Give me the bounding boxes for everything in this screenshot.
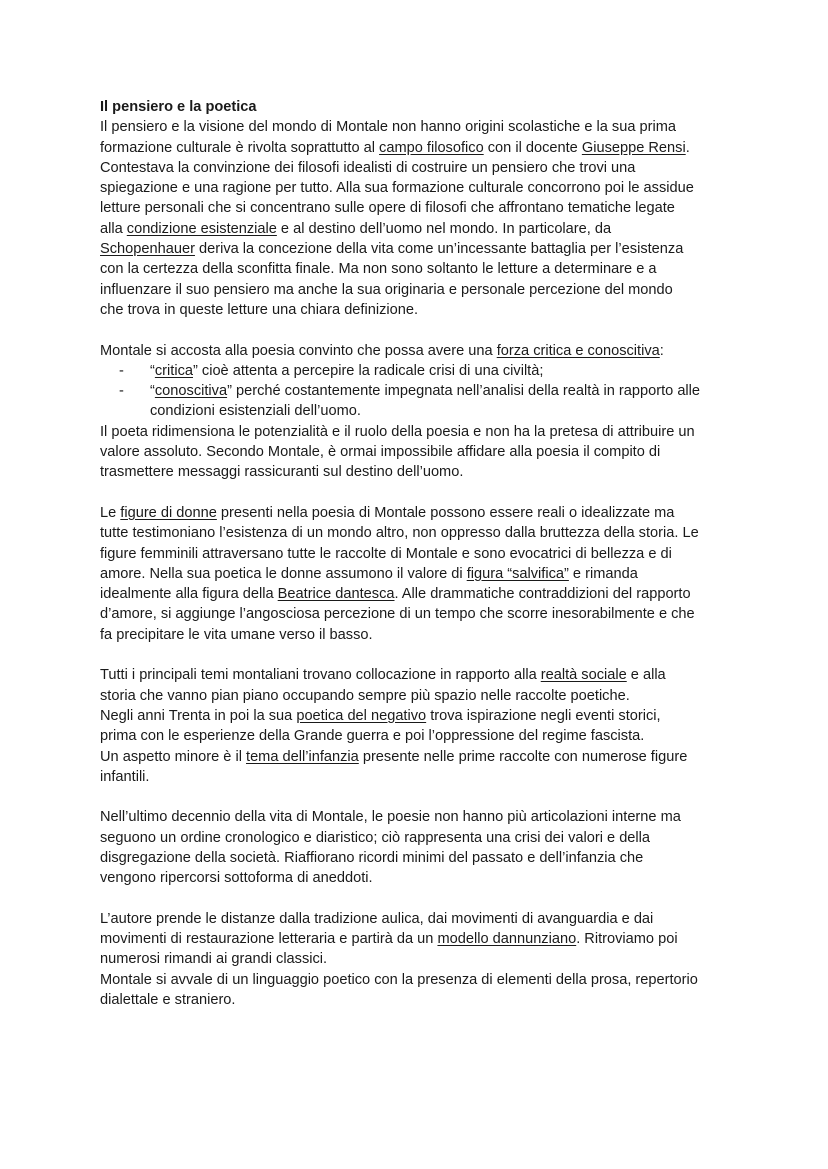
text-line	[100, 158, 768, 178]
text-line	[100, 219, 768, 239]
underlined-term: forza critica e conoscitiva	[496, 342, 660, 359]
text-run: che trova in queste letture una chiara definizione.	[100, 301, 419, 318]
text-run: Montale si avvale di un linguaggio poetico con la presenza di elementi della prosa, repertorio	[100, 971, 698, 988]
text-run: Un aspetto minore è il	[100, 748, 247, 765]
text-run: Tutti i principali temi montaliani trovano collocazione in rapporto alla	[100, 667, 541, 684]
text-run: e al destino dell’uomo nel mondo. In particolare, da	[276, 220, 612, 237]
page-title: Il pensiero e la poetica	[100, 99, 257, 115]
text-line	[100, 807, 768, 827]
text-run: presenti nella poesia di Montale possono essere reali o idealizzate ma	[216, 504, 675, 521]
paragraph-gap	[100, 645, 768, 665]
text-line	[100, 665, 768, 685]
text-line	[100, 117, 768, 137]
text-line	[100, 178, 768, 198]
text-line	[100, 625, 768, 645]
text-run: infantili.	[100, 768, 150, 785]
text-run: ” cioè attenta a percepire la radicale crisi di una civiltà;	[192, 362, 544, 379]
text-run: . Alle drammatiche contraddizioni del rapporto	[394, 586, 691, 603]
text-line	[100, 280, 768, 300]
text-run: L’autore prende le distanze dalla tradizione aulica, dai movimenti di avanguardia e dai	[100, 910, 654, 927]
underlined-term: campo filosofico	[379, 139, 484, 156]
text-run: e alla	[626, 667, 666, 684]
text-line	[100, 929, 768, 949]
text-run: prima con le esperienze della Grande guerra e poi l’oppressione del regime fascista.	[100, 728, 645, 745]
text-run: Contestava la convinzione dei filosofi idealisti di costruire un pensiero che trovi una	[100, 159, 636, 176]
underlined-term: figure di donne	[120, 504, 217, 521]
text-line	[100, 990, 768, 1010]
text-line	[100, 726, 768, 746]
list-item	[100, 361, 768, 381]
text-run: trova ispirazione negli eventi storici,	[426, 707, 661, 724]
underlined-term: critica	[154, 362, 193, 379]
text-run: Le	[100, 504, 121, 521]
list-item	[100, 381, 768, 401]
text-run: influenzare il suo pensiero ma anche la sua originaria e personale percezione del mondo	[100, 281, 673, 298]
text-run: figure femminili attraversano tutte le raccolte di Montale e sono evocatrici di bellezza e di	[100, 545, 672, 562]
text-run: seguono un ordine cronologico e diaristico; ciò rappresenta una crisi dei valori e della	[100, 829, 651, 846]
text-run: con la certezza della sconfitta finale. Ma non sono soltanto le letture a determinare e a	[100, 261, 657, 278]
text-run: vengono ripercorsi sottoforma di aneddoti.	[100, 870, 373, 887]
text-line	[100, 909, 768, 929]
text-line	[100, 300, 768, 320]
text-run: disgregazione della società. Riaffiorano ricordi minimi del passato e dell’infanzia che	[100, 849, 644, 866]
text-run: Negli anni Trenta in poi la sua	[100, 707, 297, 724]
text-run: deriva la concezione della vita come un’incessante battaglia per l’esistenza	[194, 241, 684, 258]
paragraph-gap	[100, 889, 768, 909]
text-run: alla	[100, 220, 127, 237]
underlined-term: figura “salvifica”	[466, 565, 569, 582]
text-run: d’amore, si aggiunge l’angosciosa percezione di un tempo che scorre inesorabilmente e che	[100, 606, 695, 623]
text-line	[100, 848, 768, 868]
text-run: movimenti di restaurazione letteraria e partirà da un	[100, 931, 438, 948]
underlined-term: conoscitiva	[154, 383, 228, 400]
document-body	[100, 117, 768, 1010]
text-run: condizioni esistenziali dell’uomo.	[150, 403, 361, 420]
text-run: tutte testimoniano l’esistenza di un mondo altro, non oppresso dalla bruttezza della storia. Le	[100, 525, 699, 542]
text-line	[100, 341, 768, 361]
text-run: . Ritroviamo poi	[576, 931, 678, 948]
text-run: “	[150, 362, 155, 379]
underlined-term: modello dannunziano	[437, 931, 577, 948]
underlined-term: poetica del negativo	[296, 707, 427, 724]
text-line	[100, 564, 768, 584]
text-line	[100, 523, 768, 543]
text-run: .	[685, 139, 690, 156]
underlined-term: Beatrice dantesca	[277, 586, 395, 603]
paragraph-gap	[100, 320, 768, 340]
text-run: valore assoluto. Secondo Montale, è ormai impossibile affidare alla poesia il compito di	[100, 444, 661, 461]
text-line	[100, 828, 768, 848]
text-run: dialettale e straniero.	[100, 992, 236, 1009]
text-run: Il poeta ridimensiona le potenzialità e il ruolo della poesia e non ha la pretesa di attribuire un	[100, 423, 695, 440]
list-bullet: -	[119, 362, 124, 379]
text-line	[100, 259, 768, 279]
text-run: Nell’ultimo decennio della vita di Montale, le poesie non hanno più articolazioni interne ma	[100, 809, 681, 826]
text-run: spiegazione e una ragione per tutto. Alla sua formazione culturale concorrono poi le assidue	[100, 180, 694, 197]
text-line	[100, 949, 768, 969]
text-run: Montale si accosta alla poesia convinto che possa avere una	[100, 342, 497, 359]
text-line	[100, 442, 768, 462]
text-line	[100, 747, 768, 767]
text-line	[100, 868, 768, 888]
text-line	[100, 686, 768, 706]
text-line	[100, 544, 768, 564]
underlined-term: Schopenhauer	[100, 241, 195, 258]
text-line	[100, 462, 768, 482]
text-run: fa precipitare le vita umane verso il basso.	[100, 626, 373, 643]
text-line	[100, 503, 768, 523]
text-line	[100, 604, 768, 624]
text-run: storia che vanno pian piano occupando sempre più spazio nelle raccolte poetiche.	[100, 687, 630, 704]
text-run: ” perché costantemente impegnata nell’analisi della realtà in rapporto alle	[227, 383, 701, 400]
text-run: letture personali che si concentrano sulle opere di filosofi che affrontano tematiche legate	[100, 200, 675, 217]
text-line	[100, 239, 768, 259]
text-run: “	[150, 383, 155, 400]
text-run: Il pensiero e la visione del mondo di Montale non hanno origini scolastiche e la sua prima	[100, 119, 676, 136]
text-line	[100, 198, 768, 218]
list-bullet: -	[119, 383, 124, 400]
text-line	[100, 422, 768, 442]
text-line	[100, 138, 768, 158]
list-item-continuation	[100, 401, 768, 421]
text-run: con il docente	[483, 139, 582, 156]
underlined-term: tema dell’infanzia	[246, 748, 359, 765]
text-run: formazione culturale è rivolta soprattutto al	[100, 139, 380, 156]
paragraph-gap	[100, 483, 768, 503]
text-run: e rimanda	[568, 565, 638, 582]
text-line	[100, 970, 768, 990]
text-run: numerosi rimandi ai grandi classici.	[100, 951, 328, 968]
text-run: presente nelle prime raccolte con numerose figure	[358, 748, 688, 765]
underlined-term: realtà sociale	[540, 667, 627, 684]
text-run: trasmettere messaggi rassicuranti sul destino dell’uomo.	[100, 464, 464, 481]
text-line	[100, 584, 768, 604]
paragraph-gap	[100, 787, 768, 807]
text-run: amore. Nella sua poetica le donne assumono il valore di	[100, 565, 467, 582]
text-line	[100, 706, 768, 726]
underlined-term: condizione esistenziale	[126, 220, 277, 237]
underlined-term: Giuseppe Rensi	[581, 139, 686, 156]
text-line	[100, 767, 768, 787]
text-run: idealmente alla figura della	[100, 586, 278, 603]
text-run: :	[659, 342, 664, 359]
